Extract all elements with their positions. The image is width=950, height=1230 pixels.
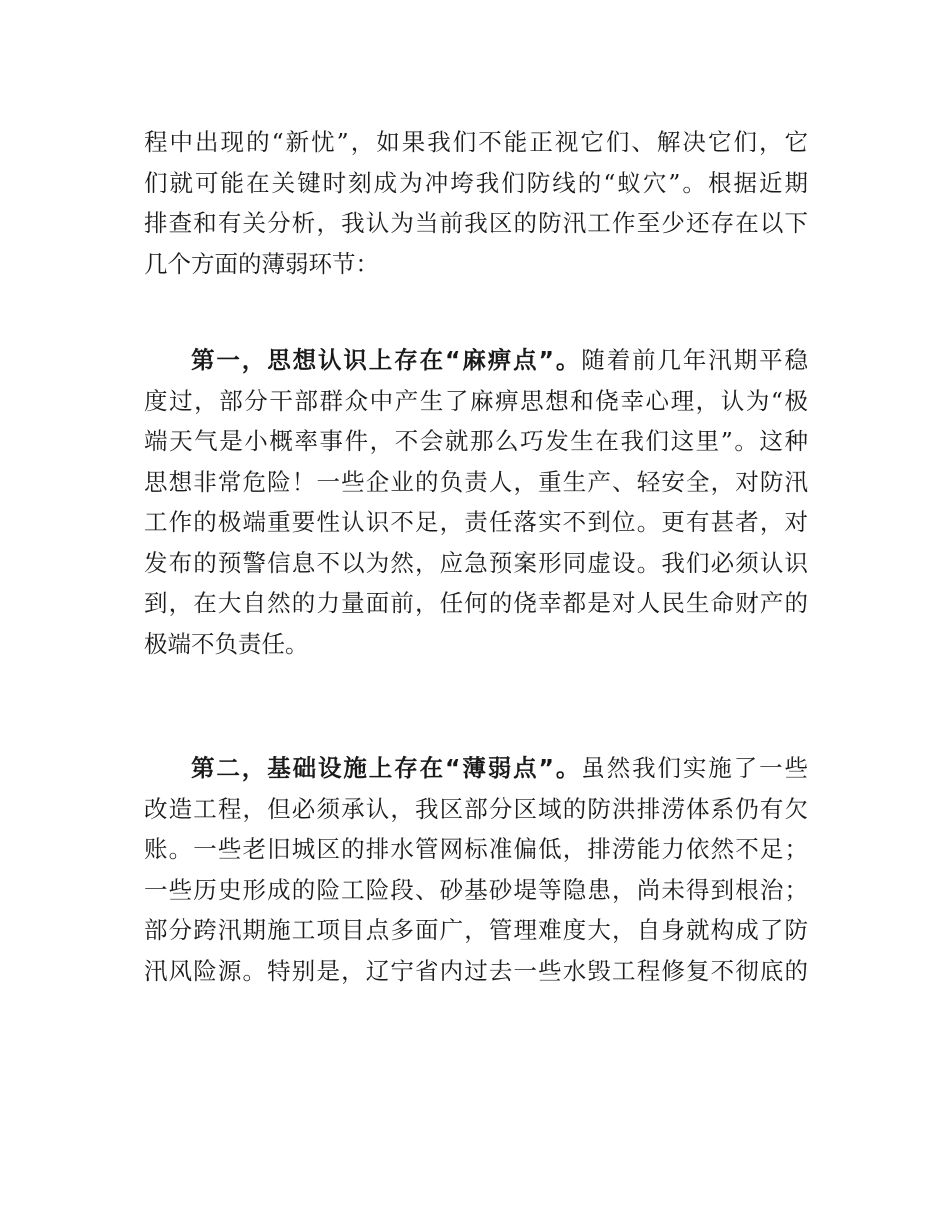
text-line-first [144, 340, 808, 381]
text-line: 汛风险源。特别是，辽宁省内过去一些水毁工程修复不彻底的 [144, 956, 808, 985]
paragraph-heading: 第二，基础设施上存在“薄弱点”。 [191, 754, 582, 782]
text-line-first [144, 748, 808, 789]
text-line: 发布的预警信息不以为然，应急预案形同虚设。我们必须认识 [144, 548, 808, 577]
text-line: 度过，部分干部群众中产生了麻痹思想和侥幸心理，认为“极 [144, 386, 808, 415]
paragraph-heading: 第一，思想认识上存在“麻痹点”。 [191, 346, 582, 374]
text-line: 思想非常危险！一些企业的负责人，重生产、轻安全，对防汛 [144, 467, 808, 496]
text-fragment: 虽然我们实施了一些 [581, 754, 808, 782]
text-line: 端天气是小概率事件，不会就那么巧发生在我们这里”。这种 [144, 427, 808, 455]
text-line: 几个方面的薄弱环节： [144, 249, 379, 278]
text-line: 工作的极端重要性认识不足，责任落实不到位。更有甚者，对 [144, 508, 808, 536]
text-line: 改造工程，但必须承认，我区部分区域的防洪排涝体系仍有欠 [144, 794, 808, 823]
paragraph-first-point [144, 340, 808, 664]
text-line: 一些历史形成的险工险段、砂基砂堤等隐患，尚未得到根治； [144, 875, 808, 904]
text-line: 排查和有关分析，我认为当前我区的防汛工作至少还存在以下 [144, 209, 808, 237]
text-line: 极端不负责任。 [144, 629, 309, 658]
text-line: 程中出现的“新忧”，如果我们不能正视它们、解决它们，它 [144, 128, 808, 156]
text-line: 账。一些老旧城区的排水管网标准偏低，排涝能力依然不足； [144, 835, 808, 863]
text-line: 到，在大自然的力量面前，任何的侥幸都是对人民生命财产的 [144, 589, 808, 617]
text-line: 们就可能在关键时刻成为冲垮我们防线的“蚁穴”。根据近期 [144, 168, 808, 197]
text-line: 部分跨汛期施工项目点多面广，管理难度大，自身就构成了防 [144, 916, 808, 944]
text-fragment: 随着前几年汛期平稳 [581, 346, 808, 374]
paragraph-second-point [144, 748, 808, 991]
paragraph-intro [144, 122, 808, 284]
